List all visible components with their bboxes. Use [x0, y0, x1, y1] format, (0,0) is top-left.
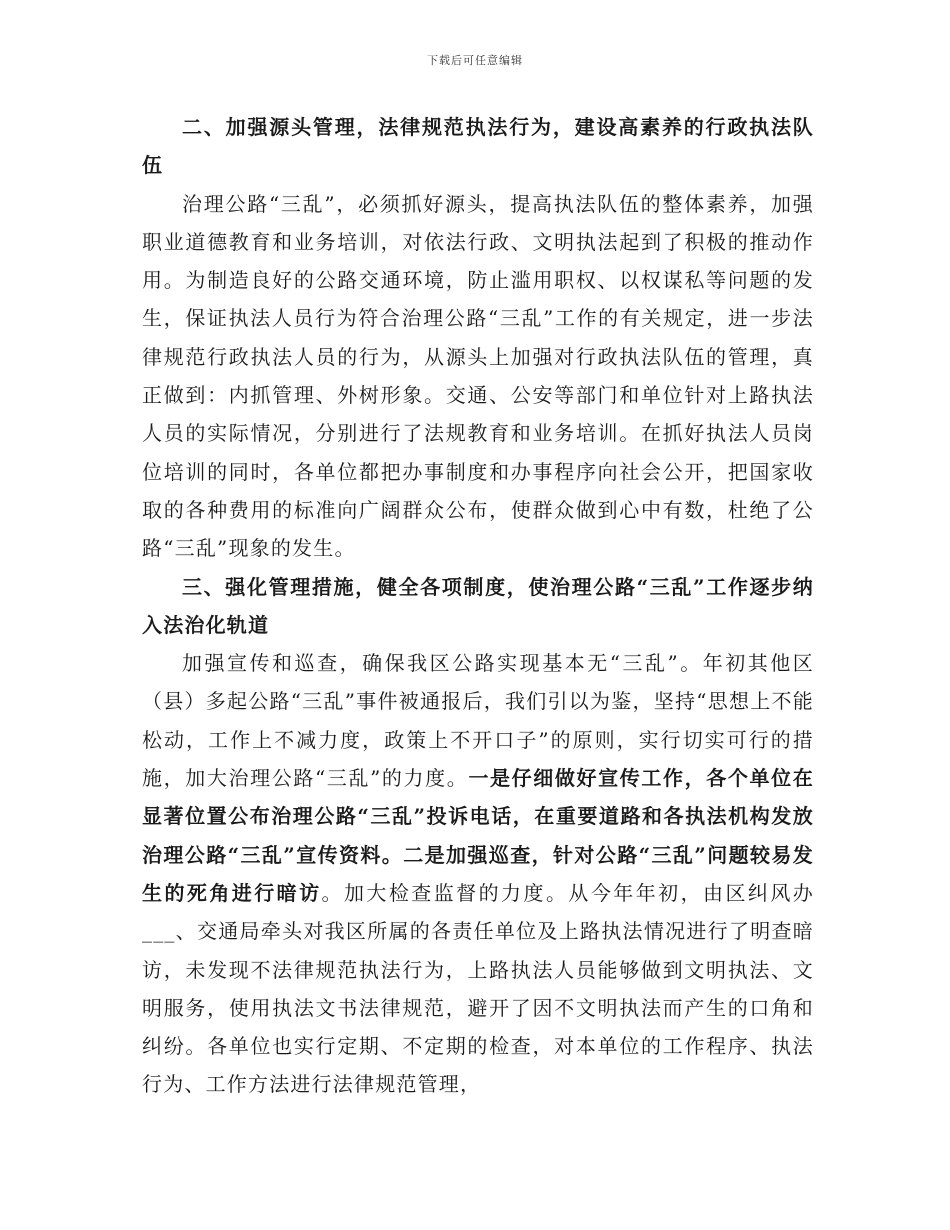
section-3-paragraph-emphasis: 一是仔细做好宣传工作，各个单位在显著位置公布治理公路“三乱”投诉电话，在重要道路和各执法机构发放治理公路“三乱”宣传资料。二是加强巡查，针对公路“三乱”问题较易发生的死角进行暗访 — [142, 766, 814, 905]
section-2-paragraph: 治理公路“三乱”，必须抓好源头，提高执法队伍的整体素养，加强职业道德教育和业务培训，对依法行政、文明执法起到了积极的推动作用。为制造良好的公路交通环境，防止滥用职权、以权谋私等问题的发生，保证执法人员行为符合治理公路“三乱”工作的有关规定，进一步法律规范行政执法人员的行为，从源头上加强对行政执法队伍的管理，真正做到：内抓管理、外树形象。交通、公安等部门和单位针对上路执法人员的实际情况，分别进行了法规教育和业务培训。在抓好执法人员岗位培训的同时，各单位都把办事制度和办事程序向社会公开，把国家收取的各种费用的标准向广阔群众公布，使群众做到心中有数，杜绝了公路“三乱”现象的发生。 — [142, 191, 814, 561]
section-2-heading: 二、加强源头管理，法律规范执法行为，建设高素养的行政执法队伍 — [142, 115, 814, 178]
page-header-note: 下载后可任意编辑 — [427, 54, 523, 67]
section-3-paragraph — [142, 644, 814, 1104]
document-body — [142, 108, 814, 1104]
section-3-paragraph-continuation: 。加大检查监督的力度。从今年年初，由区纠风办___、交通局牵头对我区所属的各责任单位及上路执法情况进行了明查暗访，未发现不法律规范执法行为，上路执法人员能够做到文明执法、文明服务，使用执法文书法律规范，避开了因不文明执法而产生的口角和纠纷。各单位也实行定期、不定期的检查，对本单位的工作程序、执法行为、工作方法进行法律规范管理， — [142, 880, 814, 1097]
section-3-paragraph-intro: 加强宣传和巡查，确保我区公路实现基本无“三乱”。年初其他区（县）多起公路“三乱”事件被通报后，我们引以为鉴，坚持“思想上不能松动，工作上不减力度，政策上不开口子”的原则，实行切实可行的措施，加大治理公路“三乱”的力度。 — [142, 651, 814, 791]
section-3-heading: 三、强化管理措施，健全各项制度，使治理公路“三乱”工作逐步纳入法治化轨道 — [142, 574, 814, 637]
